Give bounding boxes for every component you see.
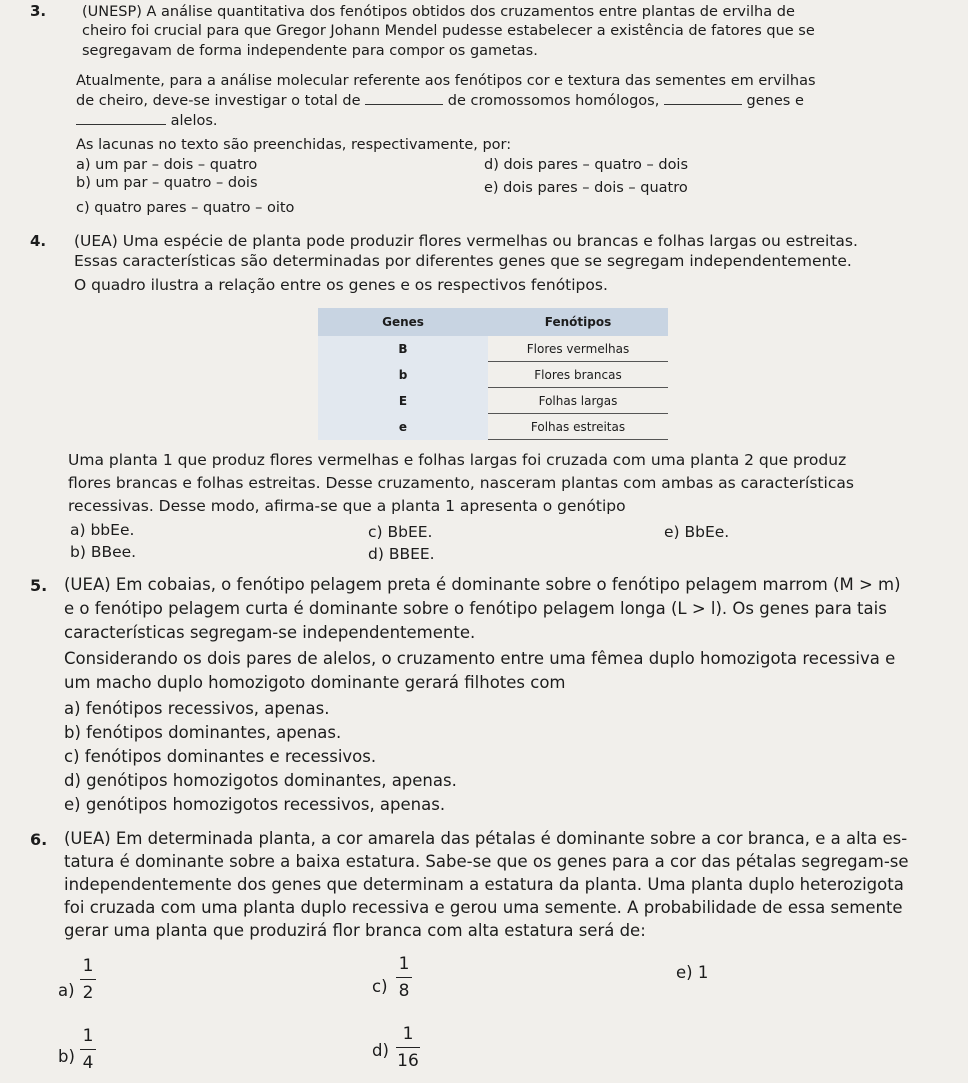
q6-option-a-fraction <box>80 956 96 1003</box>
q3-line-5-part-a: de cheiro, deve-se investigar o total de <box>76 93 361 109</box>
question-6-number: 6. <box>30 830 48 849</box>
q4-line-3: O quadro ilustra a relação entre os genes e os respectivos fenótipos. <box>74 276 608 294</box>
q3-option-d[interactable]: d) dois pares – quatro – dois <box>484 157 689 173</box>
fraction-numerator: 1 <box>82 1026 94 1046</box>
q6-line-3: independentemente dos genes que determinam a estatura da planta. Uma planta duplo heterozigota <box>64 875 904 894</box>
question-3-number: 3. <box>30 2 47 20</box>
q4-after-2: flores brancas e folhas estreitas. Desse cruzamento, nasceram plantas com ambas as características <box>68 474 854 492</box>
q5-line-5: um macho duplo homozigoto dominante gerará filhotes com <box>64 673 566 692</box>
q3-blank-1 <box>365 92 443 105</box>
fraction-bar <box>80 979 96 980</box>
table-row <box>318 414 668 440</box>
q4-option-e[interactable]: e) BbEe. <box>664 523 730 541</box>
q6-option-b-label: b) <box>58 1047 75 1066</box>
q3-option-b[interactable]: b) um par – quatro – dois <box>76 175 258 191</box>
q5-line-3: características segregam-se independentemente. <box>64 623 476 642</box>
q5-line-2: e o fenótipo pelagem curta é dominante sobre o fenótipo pelagem longa (L > l). Os genes para tais <box>64 599 887 618</box>
fraction-bar <box>80 1049 96 1050</box>
fraction-denominator: 2 <box>82 983 94 1003</box>
table-row <box>318 388 668 414</box>
phenotype-cell: Folhas largas <box>488 388 668 414</box>
gene-cell: b <box>318 362 488 388</box>
fraction-numerator: 1 <box>402 1024 414 1044</box>
fraction-bar <box>396 1047 420 1048</box>
header-fenotipos: Fenótipos <box>488 308 668 336</box>
q3-blank-3 <box>76 112 166 125</box>
q3-line-3: segregavam de forma independente para compor os gametas. <box>82 43 538 59</box>
q4-after-1: Uma planta 1 que produz flores vermelhas e folhas largas foi cruzada com uma planta 2 que produz <box>68 451 847 469</box>
q6-line-4: foi cruzada com uma planta duplo recessiva e gerou uma semente. A probabilidade de essa semente <box>64 898 903 917</box>
q3-line-5 <box>76 92 804 110</box>
fraction-denominator: 4 <box>82 1053 94 1073</box>
header-genes: Genes <box>318 308 488 336</box>
q4-after-3: recessivas. Desse modo, afirma-se que a planta 1 apresenta o genótipo <box>68 497 626 515</box>
q3-line-5-part-b: de cromossomos homólogos, <box>447 93 660 109</box>
q3-option-e[interactable]: e) dois pares – dois – quatro <box>484 180 688 196</box>
q4-option-d[interactable]: d) BBEE. <box>368 545 435 563</box>
q3-line-6 <box>76 112 218 130</box>
q5-option-b[interactable]: b) fenótipos dominantes, apenas. <box>64 723 342 742</box>
fraction-numerator: 1 <box>398 954 410 974</box>
q5-option-d[interactable]: d) genótipos homozigotos dominantes, apenas. <box>64 771 457 790</box>
q6-option-a-label: a) <box>58 981 75 1000</box>
fraction-denominator: 8 <box>398 981 410 1001</box>
q4-option-c[interactable]: c) BbEE. <box>368 523 433 541</box>
q6-option-d-fraction <box>396 1024 420 1071</box>
q3-line-1: (UNESP) A análise quantitativa dos fenótipos obtidos dos cruzamentos entre plantas de ervilha de <box>82 4 795 20</box>
q6-option-c-label: c) <box>372 977 388 996</box>
genes-table <box>318 308 668 440</box>
phenotype-cell: Flores brancas <box>488 362 668 388</box>
gene-cell: B <box>318 336 488 362</box>
q6-option-d-label: d) <box>372 1041 389 1060</box>
q6-line-1: (UEA) Em determinada planta, a cor amarela das pétalas é dominante sobre a cor branca, e a alta es- <box>64 829 908 848</box>
phenotype-cell: Flores vermelhas <box>488 336 668 362</box>
q4-option-b[interactable]: b) BBee. <box>70 543 137 561</box>
q5-option-a[interactable]: a) fenótipos recessivos, apenas. <box>64 699 330 718</box>
q4-line-1: (UEA) Uma espécie de planta pode produzir flores vermelhas ou brancas e folhas largas ou estreitas. <box>74 232 858 250</box>
question-4-number: 4. <box>30 232 47 250</box>
genes-table-header <box>318 308 668 336</box>
question-5-number: 5. <box>30 576 48 595</box>
q4-line-2: Essas características são determinadas por diferentes genes que se segregam independentemente. <box>74 252 852 270</box>
fraction-denominator: 16 <box>397 1051 419 1071</box>
gene-cell: E <box>318 388 488 414</box>
q6-option-c-fraction <box>396 954 412 1001</box>
q6-line-5: gerar uma planta que produzirá flor branca com alta estatura será de: <box>64 921 646 940</box>
q5-line-1: (UEA) Em cobaias, o fenótipo pelagem preta é dominante sobre o fenótipo pelagem marrom (M > m) <box>64 575 901 594</box>
q6-line-2: tatura é dominante sobre a baixa estatura. Sabe-se que os genes para a cor das pétalas segregam-se <box>64 852 909 871</box>
q5-option-e[interactable]: e) genótipos homozigotos recessivos, apenas. <box>64 795 446 814</box>
q3-line-7: As lacunas no texto são preenchidas, respectivamente, por: <box>76 137 512 153</box>
phenotype-cell: Folhas estreitas <box>488 414 668 440</box>
q6-option-b-fraction <box>80 1026 96 1073</box>
q4-option-a[interactable]: a) bbEe. <box>70 521 135 539</box>
table-row <box>318 362 668 388</box>
q6-option-e[interactable]: e) 1 <box>676 963 709 982</box>
q3-option-c[interactable]: c) quatro pares – quatro – oito <box>76 200 295 216</box>
q5-option-c[interactable]: c) fenótipos dominantes e recessivos. <box>64 747 377 766</box>
q3-option-a[interactable]: a) um par – dois – quatro <box>76 157 258 173</box>
fraction-numerator: 1 <box>82 956 94 976</box>
q3-line-4: Atualmente, para a análise molecular referente aos fenótipos cor e textura das sementes em ervilhas <box>76 73 816 89</box>
q3-line-2: cheiro foi crucial para que Gregor Johann Mendel pudesse estabelecer a existência de fatores que se <box>82 23 815 39</box>
q3-line-5-part-c: genes e <box>746 93 804 109</box>
q3-blank-2 <box>664 92 742 105</box>
gene-cell: e <box>318 414 488 440</box>
fraction-bar <box>396 977 412 978</box>
q5-line-4: Considerando os dois pares de alelos, o cruzamento entre uma fêmea duplo homozigota recessiva e <box>64 649 896 668</box>
q3-line-6-text: alelos. <box>170 113 218 129</box>
table-row <box>318 336 668 362</box>
